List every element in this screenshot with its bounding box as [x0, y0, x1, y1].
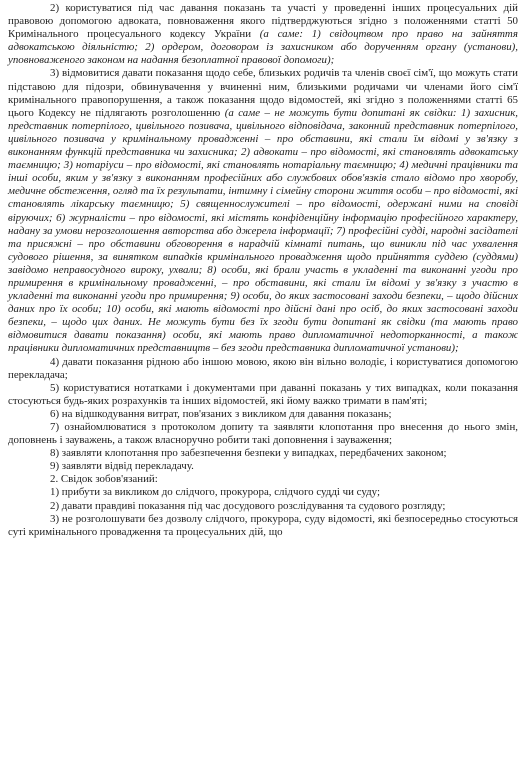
- paragraph-text: 7) ознайомлюватися з протоколом допиту та заявляти клопотання про внесення до нього змін, доповнень і зауважень, а також власноручно робити такі доповнення і зауваження;: [8, 421, 518, 447]
- paragraph-text: 1) прибути за викликом до слідчого, прокурора, слідчого судді чи суду;: [50, 486, 380, 499]
- paragraph-right-7-protocol: [8, 421, 518, 447]
- paragraph-right-9-recusal: [8, 460, 518, 473]
- paragraph-text: 5) користуватися нотатками і документами при даванні показань у тих випадках, коли показання стосуються будь-яких розрахунків та інших відомостей, які йому важко тримати в пам'яті;: [8, 381, 518, 407]
- paragraph-text: 9) заявляти відвід перекладачу.: [50, 460, 194, 473]
- paragraph-witness-obligations-heading: [8, 473, 518, 486]
- paragraph-obligation-3-nondisclosure: [8, 513, 518, 539]
- paragraph-right-4-language: [8, 356, 518, 382]
- paragraph-right-8-safety: [8, 447, 518, 460]
- paragraph-right-2-legal-aid: [8, 2, 518, 67]
- paragraph-text: 8) заявляти клопотання про забезпечення безпеки у випадках, передбачених законом;: [50, 447, 447, 460]
- paragraph-text: 3) відмовитися давати показання щодо себе, близьких родичів та членів своєї сім'ї, що можуть стати підставою для підозри, обвинувачення у вчиненні ним, близькими родичами чи членами його сім'ї кримінального правопорушення, а також показання щодо відомостей, які згідно з положеннями статті 65 цього Кодексу не підлягають розголошенню: [8, 67, 518, 119]
- paragraph-right-5-notes: [8, 382, 518, 408]
- paragraph-text: 2) давати правдиві показання під час досудового розслідування та судового розгляду;: [50, 499, 446, 512]
- paragraph-right-3-refuse-testimony: [8, 67, 518, 355]
- paragraph-text: 6) на відшкодування витрат, пов'язаних з викликом для давання показань;: [50, 407, 392, 420]
- paragraph-italic-note: (а саме – не можуть бути допитані як свідки: 1) захисник, представник потерпілого, цивільного позивача, цивільного відповідача, законний представник потерпілого, цивільного позивача у кримінальному провадженні – про обставини, які стали їм відомі у зв'язку з виконанням функцій представника чи захисника; 2) адвокати – про відомості, які становлять адвокатську таємницю; 3) нотаріуси – про відомості, які становлять нотаріальну таємницю; 4) медичні працівники та інші особи, яким у зв'язку з виконанням професійних або службових обов'язків стало відомо про хворобу, медичне обстеження, огляд та їх результати, інтимну і сімейну сторони життя особи – про відомості, які становлять лікарську таємницю; 5) священнослужителі – про відомості, одержані ними на сповіді віруючих; 6) журналісти – про відомості, які містять конфіденційну інформацію професійного характеру, надану за умови нерозголошення авторства або джерела інформації; 7) професійні судді, народні засідателі та присяжні – про обставини обговорення в нарадчій кімнаті питань, що виникли під час ухвалення судового рішення, за винятком випадків кримінального провадження щодо прийняття суддею (суддями) завідомо неправосудного вироку, ухвали; 8) особи, які брали участь в укладенні та виконанні угоди про примирення в кримінальному провадженні, – про обставини, які стали їм відомі у зв'язку з участю в укладенні та виконанні угоди про примирення; 9) особи, до яких застосовані заходи безпеки, – щодо дійсних даних про їх особи; 10) особи, які мають відомості про дійсні дані про осіб, до яких застосовані заходи безпеки, – щодо цих даних. Не можуть бути без їх згоди бути допитані як свідки (та мають право відмовитися давати показання) особи, які мають право дипломатичної недоторканності, а також працівники дипломатичних представництв – без згоди представника дипломатичної установи);: [8, 106, 519, 355]
- paragraph-text: 4) давати показання рідною або іншою мовою, якою він вільно володіє, і користуватися допомогою перекладача;: [8, 355, 518, 381]
- paragraph-obligation-1-appear: [8, 486, 518, 499]
- paragraph-italic-note: (а саме: 1) свідоцтвом про право на зайняття адвокатською діяльністю; 2) ордером, договором із захисником або дорученням органу (установи), уповноваженого законом на надання безоплатної правової допомоги);: [8, 28, 518, 67]
- paragraph-obligation-2-truthful: [8, 500, 518, 513]
- paragraph-text: 2. Свідок зобов'язаний:: [50, 473, 158, 486]
- paragraph-right-6-expenses: [8, 408, 518, 421]
- paragraph-text: 3) не розголошувати без дозволу слідчого, прокурора, суду відомості, які безпосередньо стосуються суті кримінального провадження та процесуальних дій, що: [8, 512, 518, 538]
- paragraph-text: 2) користуватися під час давання показань та участі у проведенні інших процесуальних дій правовою допомогою адвоката, повноваження якого підтверджуються згідно з положеннями статті 50 Кримінального процесуального кодексу України: [8, 2, 518, 41]
